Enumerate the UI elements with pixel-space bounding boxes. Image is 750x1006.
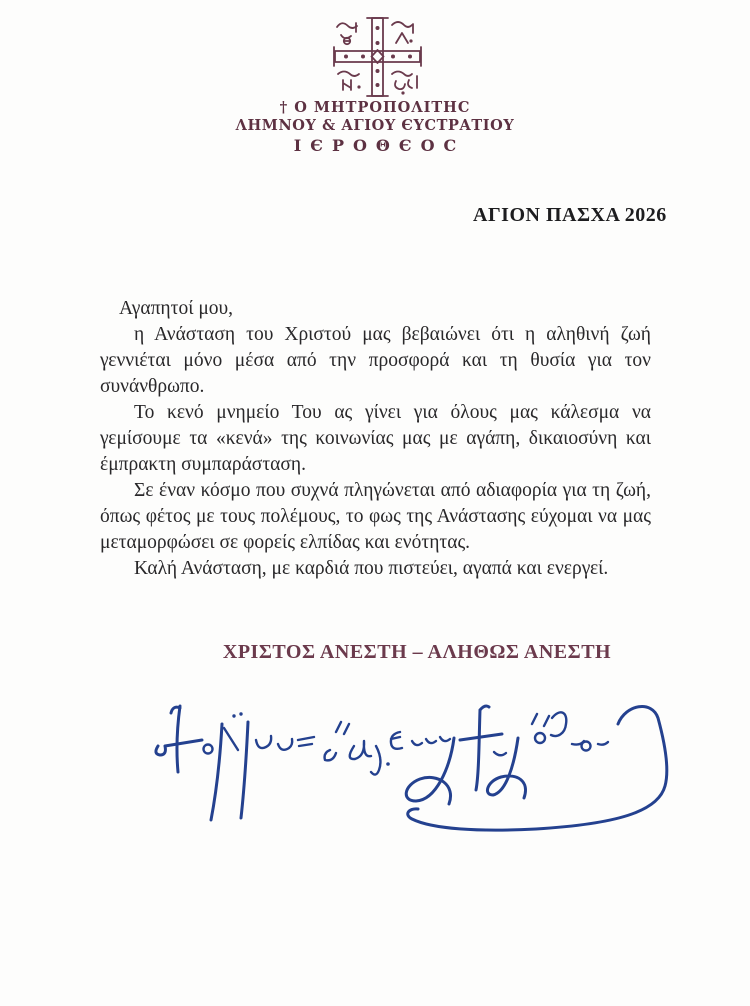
- letterhead-line-2: ΛΗΜΝΟΥ & ΑΓΙΟΥ ЄΥϹΤΡΑΤΙΟΥ: [235, 117, 515, 134]
- letter-body: [100, 296, 651, 582]
- paragraph-4: Καλή Ανάσταση, με καρδιά που πιστεύει, αγαπά και ενεργεί.: [134, 558, 609, 579]
- handwritten-signature-icon: [148, 688, 672, 840]
- paragraph-2: Το κενό μνημείο Του ας γίνει για όλους μας κάλεσμα να γεμίσουμε τα «κενά» της κοινωνίας μας με αγάπη, δικαιοσύνη και έμπρακτη συμπαράσταση.: [100, 402, 651, 475]
- salutation: Αγαπητοί μου,: [119, 298, 234, 319]
- letterhead-line-3: ΙЄΡΟΘЄΟϹ: [293, 136, 466, 155]
- paragraph-1: η Ανάσταση του Χριστού μας βεβαιώνει ότι η αληθινή ζωή γεννιέται μόνο μέσα από την προσφορά και τη θυσία για τον συνάνθρωπο.: [100, 324, 651, 397]
- letterhead: [0, 99, 750, 155]
- acclamation-line: ΧΡΙΣΤΟΣ ΑΝΕΣΤΗ – ΑΛΗΘΩΣ ΑΝΕΣΤΗ: [222, 641, 612, 663]
- letterhead-line-1: † Ο ΜΗΤΡΟΠΟΛΙΤΗϹ: [279, 99, 471, 116]
- paragraph-3: Σε έναν κόσμο που συχνά πληγώνεται από αδιαφορία για τη ζωή, όπως φέτος με τους πολέμους, το φως της Ανάστασης εύχομαι να μας μεταμορφώσει σε φορείς ελπίδας και ενότητας.: [100, 480, 651, 553]
- byzantine-cross-monogram-icon: [322, 14, 434, 100]
- easter-date-heading: ΑΓΙΟΝ ΠΑΣΧΑ 2026: [473, 204, 667, 226]
